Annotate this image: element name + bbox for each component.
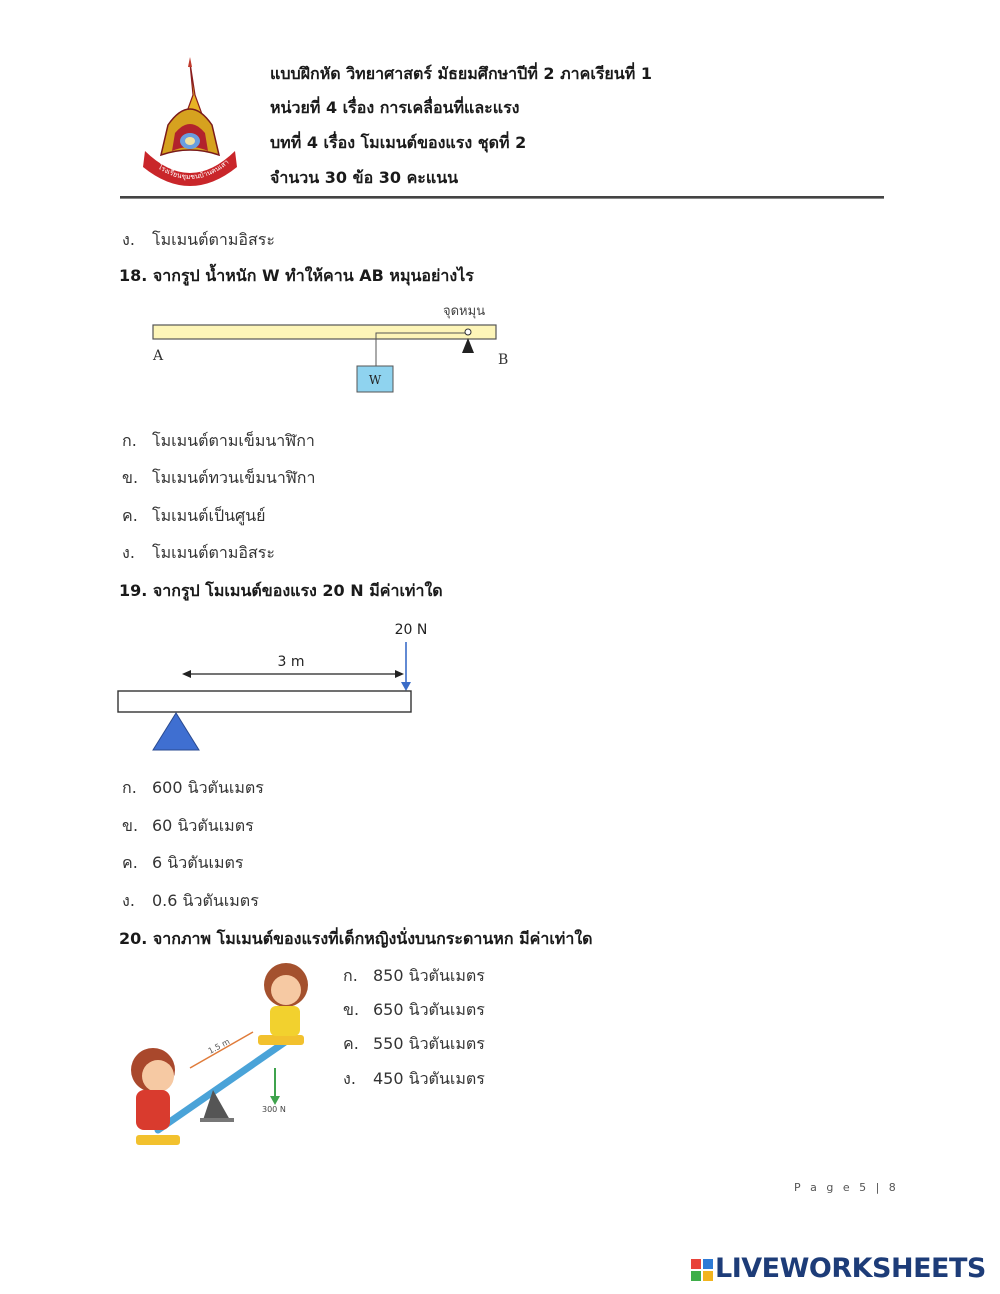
q19-option-b[interactable] <box>122 814 254 839</box>
option-text: 60 นิวตันเมตร <box>152 816 254 835</box>
pivot-point <box>465 329 471 335</box>
girl-body <box>270 1006 300 1036</box>
q19-option-d[interactable] <box>122 889 259 914</box>
option-text: 0.6 นิวตันเมตร <box>152 891 259 910</box>
liveworksheets-brand <box>691 1253 991 1286</box>
stand-base <box>200 1118 234 1122</box>
header-divider <box>120 196 884 199</box>
q18-option-a[interactable] <box>122 429 315 454</box>
option-text: 6 นิวตันเมตร <box>152 853 244 872</box>
brand-name[interactable]: LIVEWORKSHEETS <box>715 1253 986 1284</box>
q20-option-c[interactable] <box>343 1032 485 1057</box>
q18-option-b[interactable] <box>122 466 315 491</box>
weight-label: W <box>368 373 382 387</box>
seat-right <box>258 1035 304 1045</box>
pivot-label: จุดหมุน <box>443 304 486 319</box>
liveworksheets-logo-icon <box>691 1259 713 1281</box>
option-label: ง. <box>122 891 135 910</box>
option-label: ข. <box>122 816 139 835</box>
header-line-4: จำนวน 30 ข้อ 30 คะแนน <box>270 168 459 187</box>
school-logo <box>133 55 248 193</box>
option-label: ข. <box>343 1000 360 1019</box>
option-label: ง. <box>343 1069 356 1088</box>
option-label: ก. <box>122 431 137 450</box>
option-label: ค. <box>122 853 138 872</box>
header-line-2: หน่วยที่ 4 เรื่อง การเคลื่อนที่และแรง <box>270 98 520 117</box>
header-line-1: แบบฝึกหัด วิทยาศาสตร์ มัธยมศึกษาปีที่ 2 ภาคเรียนที่ 1 <box>270 64 652 83</box>
q20-option-d[interactable] <box>343 1067 485 1092</box>
option-text: 600 นิวตันเมตร <box>152 778 264 797</box>
header-line-3: บทที่ 4 เรื่อง โมเมนต์ของแรง ชุดที่ 2 <box>270 133 527 152</box>
distance-label: 1.5 m <box>206 1036 232 1056</box>
distance-label: 3 m <box>277 654 305 670</box>
option-text: 450 นิวตันเมตร <box>373 1069 485 1088</box>
option-label: ง. <box>122 543 135 562</box>
label-a: A <box>153 348 164 364</box>
question-19: 19. จากรูป โมเมนต์ของแรง 20 N มีค่าเท่าใด <box>119 581 443 600</box>
q19-option-c[interactable] <box>122 851 244 876</box>
option-text: โมเมนต์ทวนเข็มนาฬิกา <box>152 468 316 487</box>
option-label: ก. <box>122 778 137 797</box>
option-text: โมเมนต์ตามอิสระ <box>152 230 275 249</box>
q19-option-a[interactable] <box>122 776 264 801</box>
q18-figure <box>145 298 525 398</box>
logo-text: โรงเรียนชุมชนบ้านคนเสา <box>156 158 231 182</box>
school-emblem-icon <box>133 55 248 193</box>
force-arrow-head <box>401 682 411 691</box>
option-label: ข. <box>122 468 139 487</box>
option-text: 550 นิวตันเมตร <box>373 1034 485 1053</box>
option-text: โมเมนต์ตามเข็มนาฬิกา <box>152 431 315 450</box>
distance-arrow-left <box>182 670 191 678</box>
q18-option-d[interactable] <box>122 541 275 566</box>
option-text: 650 นิวตันเมตร <box>373 1000 485 1019</box>
q20-option-b[interactable] <box>343 998 485 1023</box>
option-text: โมเมนต์เป็นศูนย์ <box>152 506 266 525</box>
pivot-triangle <box>462 338 474 353</box>
prev-option <box>122 228 275 253</box>
option-text: โมเมนต์ตามอิสระ <box>152 543 275 562</box>
label-b: B <box>498 352 509 368</box>
option-text: 850 นิวตันเมตร <box>373 966 485 985</box>
q19-figure <box>110 612 440 757</box>
q20-seesaw-illustration <box>118 960 330 1160</box>
force-label: 20 N <box>394 622 428 638</box>
question-20: 20. จากภาพ โมเมนต์ของแรงที่เด็กหญิงนั่งบนกระดานหก มีค่าเท่าใด <box>119 929 593 948</box>
boy-body <box>136 1090 170 1130</box>
beam <box>118 691 411 712</box>
option-label: ค. <box>343 1034 359 1053</box>
seat-left <box>136 1135 180 1145</box>
option-label: ก. <box>343 966 358 985</box>
girl-head <box>271 975 301 1005</box>
beam-ab <box>153 325 496 339</box>
boy-head <box>142 1060 174 1092</box>
q20-option-a[interactable] <box>343 964 485 989</box>
option-label: ง. <box>122 230 135 249</box>
force-arrow-head <box>270 1096 280 1105</box>
fulcrum-triangle <box>153 713 199 750</box>
option-label: ค. <box>122 506 138 525</box>
force-label: 300 N <box>262 1105 286 1114</box>
q18-option-c[interactable] <box>122 504 266 529</box>
page-number: P a g e 5 | 8 <box>794 1181 899 1194</box>
distance-arrow-right <box>395 670 404 678</box>
question-18: 18. จากรูป น้ำหนัก W ทำให้คาน AB หมุนอย่างไร <box>119 266 474 285</box>
